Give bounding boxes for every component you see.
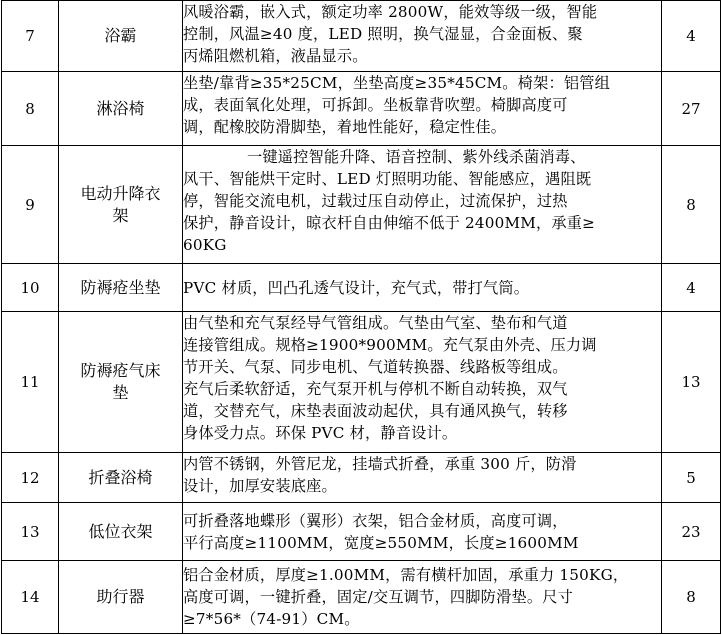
row-number: 11 — [2, 312, 59, 453]
table-row — [2, 561, 721, 634]
item-name — [59, 561, 183, 634]
row-number: 10 — [2, 264, 59, 312]
spec-line: 丙烯阻燃机箱，液晶显示。 — [183, 47, 368, 65]
spec-line: 节开关、气泵、同步电机、气道转换器、线路板等组成。 — [183, 358, 568, 376]
spec-line: ≥7*56*（74-91）CM。 — [183, 610, 360, 628]
item-quantity: 8 — [662, 146, 721, 264]
row-number: 12 — [2, 453, 59, 503]
item-name — [59, 146, 183, 264]
spec-line: 坐垫/靠背≥35*25CM，坐垫高度≥35*45CM。椅架：铝管组 — [183, 74, 610, 92]
item-spec — [183, 1, 662, 72]
spec-line: 铝合金材质，厚度≥1.00MM，需有横杆加固，承重力 150KG， — [183, 566, 629, 584]
spec-line: 平行高度≥1100MM，宽度≥550MM，长度≥1600MM — [183, 533, 579, 552]
table-row — [2, 453, 721, 503]
row-number: 14 — [2, 561, 59, 634]
item-quantity: 4 — [662, 264, 721, 312]
table-row — [2, 72, 721, 146]
item-name — [59, 453, 183, 503]
row-number: 8 — [2, 72, 59, 146]
name-line: 低位衣架 — [88, 521, 153, 541]
spec-line: 连接管组成。规格≥1900*900MM。充气泵由外壳、压力调 — [183, 336, 597, 354]
spec-line: 道，交替充气，床垫表面波动起伏，具有通风换气，转移 — [183, 402, 568, 420]
name-line: 防褥疮坐垫 — [80, 277, 161, 297]
spec-line: 调，配橡胶防滑脚垫，着地性能好，稳定性佳。 — [183, 118, 507, 136]
spec-line: 风干、智能烘干定时、LED 灯照明功能、智能感应，遇阻既 — [183, 170, 592, 188]
item-quantity: 8 — [662, 561, 721, 634]
spec-table — [1, 0, 721, 634]
item-name — [59, 72, 183, 146]
name-line: 折叠浴椅 — [88, 467, 153, 487]
item-spec — [183, 453, 662, 503]
item-name — [59, 312, 183, 453]
item-spec — [183, 264, 662, 312]
spec-line: 保护，静音设计，晾衣杆自由伸缩不低于 2400MM，承重≥ — [183, 214, 596, 232]
spec-line: 成，表面氧化处理，可拆卸。坐板靠背吹塑。椅脚高度可 — [183, 96, 568, 114]
item-spec — [183, 561, 662, 634]
spec-line: 身体受力点。环保 PVC 材，静音设计。 — [183, 424, 458, 442]
spec-line: 一键遥控智能升降、语音控制、紫外线杀菌消毒、 — [247, 148, 586, 166]
name-line: 防褥疮气床 — [80, 361, 161, 380]
table-row — [2, 264, 721, 312]
table-row — [2, 312, 721, 453]
item-spec — [183, 146, 662, 264]
name-line: 电动升降衣 — [80, 183, 161, 203]
spec-line: 风暖浴霸，嵌入式，额定功率 2800W，能效等级一级，智能 — [183, 3, 598, 21]
spec-line: 60KG — [183, 236, 227, 254]
item-quantity: 5 — [662, 453, 721, 503]
spec-line: 控制，风温≥40 度，LED 照明，换气湿显，合金面板、聚 — [183, 25, 583, 43]
spec-line: 停，智能交流电机，过载过压自动停止，过流保护，过热 — [183, 192, 568, 210]
item-name — [59, 264, 183, 312]
row-number: 9 — [2, 146, 59, 264]
item-spec — [183, 72, 662, 146]
name-line: 浴霸 — [104, 26, 137, 45]
spec-line: 由气垫和充气泵经导气管组成。气垫由气室、垫布和气道 — [183, 314, 568, 332]
table-row — [2, 1, 721, 72]
item-quantity: 23 — [662, 503, 721, 561]
item-spec — [183, 503, 662, 561]
item-name — [59, 503, 183, 561]
spec-line: 设计，加厚安装底座。 — [183, 477, 337, 495]
spec-line: 高度可调，一键折叠，固定/交互调节，四脚防滑垫。尺寸 — [183, 588, 574, 606]
row-number: 7 — [2, 1, 59, 72]
spec-line: 充气后柔软舒适，充气泵开机与停机不断自动转换，双气 — [183, 380, 568, 398]
table-row — [2, 146, 721, 264]
item-name — [59, 1, 183, 72]
item-quantity: 13 — [662, 312, 721, 453]
item-quantity: 4 — [662, 1, 721, 72]
item-spec — [183, 312, 662, 453]
name-line: 淋浴椅 — [96, 98, 145, 118]
spec-line: 可折叠落地蝶形（翼形）衣架，铝合金材质，高度可调， — [183, 511, 568, 530]
item-quantity: 27 — [662, 72, 721, 146]
spec-line: 内管不锈钢，外管尼龙，挂墙式折叠，承重 300 斤，防滑 — [183, 455, 577, 473]
spec-line: PVC 材质，凹凸孔透气设计，充气式，带打气筒。 — [183, 278, 530, 297]
name-line: 垫 — [112, 383, 129, 402]
name-line: 助行器 — [96, 587, 145, 606]
name-line: 架 — [112, 205, 129, 225]
table-row — [2, 503, 721, 561]
row-number: 13 — [2, 503, 59, 561]
